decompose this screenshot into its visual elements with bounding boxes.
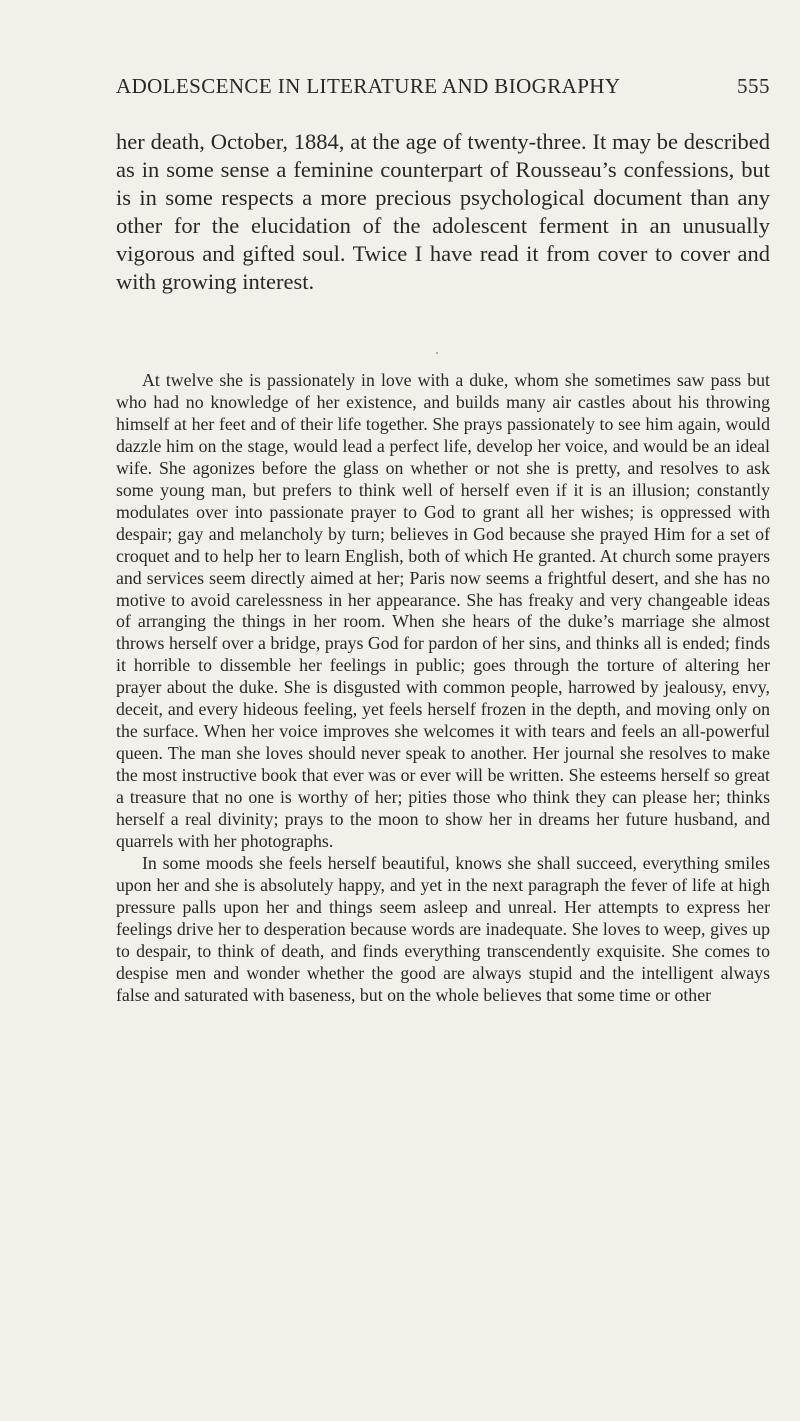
running-title: ADOLESCENCE IN LITERATURE AND BIOGRAPHY: [116, 74, 621, 98]
paragraph: In some moods she feels herself beautiful, knows she shall succeed, everything smiles upon her and she is absolutely happy, and yet in the next paragraph the fever of life at high pressure palls upon her and things seem asleep and unreal. Her attempts to express her feelings drive her to desperation because words are inadequate. She loves to weep, gives up to despair, to think of death, and finds everything transcendently exquisite. She comes to despise men and wonder whether the good are always stupid and the intelligent always false and saturated with baseness, but on the whole believes that some time or other: [116, 852, 770, 1005]
main-text: [116, 370, 770, 1007]
page-number: 555: [737, 74, 770, 98]
running-head: [116, 70, 770, 110]
paper-speck: [436, 352, 438, 354]
paragraph: At twelve she is passionately in love with a duke, whom she sometimes saw pass but who had no knowledge of her existence, and builds many air castles about his throwing himself at her feet and of their life together. She prays passionately to see him again, would dazzle him on the stage, would lead a perfect life, develop her voice, and would be an ideal wife. She agonizes before the glass on whether or not she is pretty, and resolves to ask some young man, but prefers to think well of herself even if it is an illusion; constantly modulates over into passionate prayer to God to grant all her wishes; is oppressed with despair; gay and melancholy by turn; believes in God because she prayed Him for a set of croquet and to help her to learn English, both of which He granted. At church some prayers and services seem directly aimed at her; Paris now seems a frightful desert, and she has no motive to avoid carelessness in her appearance. She has freaky and very changeable ideas of arranging the things in her room. When she hears of the duke’s marriage she almost throws herself over a bridge, prays God for pardon of her sins, and thinks all is ended; finds it horrible to dissemble her feelings in public; goes through the torture of altering her prayer about the duke. She is disgusted with common people, harrowed by jealousy, envy, deceit, and every hideous feeling, yet feels herself frozen in the depth, and moving only on the surface. When her voice improves she welcomes it with tears and feels an all-powerful queen. The man she loves should never speak to another. Her journal she resolves to make the most instructive book that ever was or ever will be written. She esteems herself so great a treasure that no one is worthy of her; pities those who think they can please her; thinks herself a real divinity; prays to the moon to show her in dreams her future husband, and quarrels with her photographs.: [116, 370, 770, 852]
lead-paragraph: her death, October, 1884, at the age of twenty-three. It may be described as in some sense a feminine counterpart of Rousseau’s confessions, but is in some respects a more precious psychological document than any other for the elucidation of the adolescent ferment in an unusually vigorous and gifted soul. Twice I have read it from cover to cover and with growing interest.: [116, 129, 770, 294]
